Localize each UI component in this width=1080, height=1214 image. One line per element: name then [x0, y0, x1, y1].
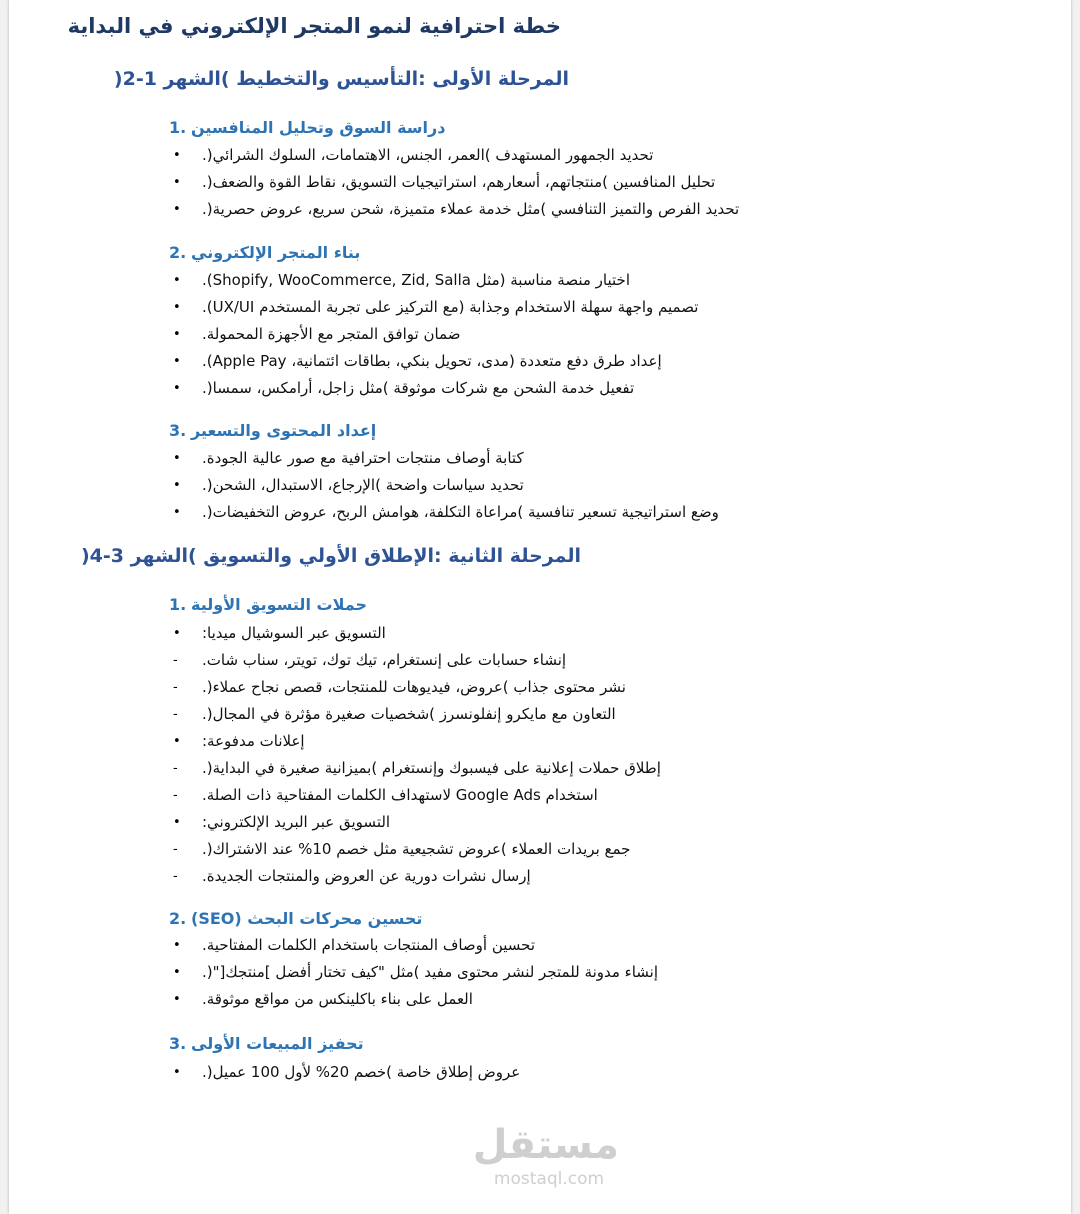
bullet-icon: • [173, 381, 181, 396]
list-item: - التعاون مع مايكرو إنفلونسرز )شخصيات صغيرة مؤثرة في المجال(. [169, 701, 789, 728]
bullet-icon: • [173, 938, 181, 953]
section-title: دراسة السوق وتحليل المنافسين [191, 118, 446, 137]
list-item: • إعداد طرق دفع متعددة (مدى، تحويل بنكي، بطاقات ائتمانية، Apple Pay). [169, 348, 789, 375]
content-pricing-list [169, 445, 789, 526]
section-number: 1. [169, 118, 187, 137]
list-item: • تفعيل خدمة الشحن مع شركات موثوقة )مثل زاجل، أرامكس، سمسا(. [169, 375, 789, 402]
list-item: • العمل على بناء باكلينكس من مواقع موثوقة. [169, 986, 789, 1013]
marketing-campaigns-list [169, 620, 789, 890]
watermark-logo-text: مستقل [472, 1122, 619, 1168]
list-item: - جمع بريدات العملاء )عروض تشجيعية مثل خصم 10% عند الاشتراك(. [169, 836, 789, 863]
list-item: • تصميم واجهة سهلة الاستخدام وجذابة (مع التركيز على تجربة المستخدم UX/UI). [169, 294, 789, 321]
list-item: - إطلاق حملات إعلانية على فيسبوك وإنستغرام )بميزانية صغيرة في البداية(. [169, 755, 789, 782]
list-item: • كتابة أوصاف منتجات احترافية مع صور عالية الجودة. [169, 445, 789, 472]
section-number: 2. [169, 243, 187, 262]
section-title: بناء المتجر الإلكتروني [191, 243, 361, 262]
document-page [9, 0, 1071, 1214]
list-item: • تحسين أوصاف المنتجات باستخدام الكلمات المفتاحية. [169, 932, 789, 959]
bullet-icon: • [173, 505, 181, 520]
list-item: - إرسال نشرات دورية عن العروض والمنتجات الجديدة. [169, 863, 789, 890]
list-item: • تحديد الجمهور المستهدف )العمر، الجنس، الاهتمامات، السلوك الشرائي(. [169, 142, 789, 169]
section-title: إعداد المحتوى والتسعير [191, 421, 377, 440]
bullet-icon: • [173, 626, 181, 641]
section-number: 1. [169, 595, 187, 614]
section-title: تحفيز المبيعات الأولى [191, 1034, 364, 1053]
list-item: • تحليل المنافسين )منتجاتهم، أسعارهم، استراتيجيات التسويق، نقاط القوة والضعف(. [169, 169, 789, 196]
bullet-icon: • [173, 965, 181, 980]
list-item: - استخدام Google Ads لاستهداف الكلمات المفتاحية ذات الصلة. [169, 782, 789, 809]
list-item: • وضع استراتيجية تسعير تنافسية )مراعاة التكلفة، هوامش الربح، عروض التخفيضات(. [169, 499, 789, 526]
bullet-icon: • [173, 175, 181, 190]
section-number: 3. [169, 1034, 187, 1053]
build-store-list [169, 267, 789, 402]
watermark-url: mostaql.com [493, 1169, 605, 1189]
market-study-list [169, 142, 789, 223]
list-item: • تحديد الفرص والتميز التنافسي )مثل خدمة عملاء متميزة، شحن سريع، عروض حصرية(. [169, 196, 789, 223]
section-number: 2. [169, 909, 187, 928]
phase-1-heading: المرحلة الأولى :التأسيس والتخطيط )الشهر 1-2( [113, 68, 569, 90]
list-item: • إنشاء مدونة للمتجر لنشر محتوى مفيد )مثل "كيف تختار أفضل ]منتجك["(. [169, 959, 789, 986]
list-item: • التسويق عبر البريد الإلكتروني: [169, 809, 789, 836]
list-item: • عروض إطلاق خاصة )خصم 20% لأول 100 عميل(. [169, 1059, 789, 1086]
section-title: حملات التسويق الأولية [191, 595, 367, 614]
dash-icon: - [173, 761, 178, 776]
section-number: 3. [169, 421, 187, 440]
bullet-icon: • [173, 148, 181, 163]
dash-icon: - [173, 680, 178, 695]
dash-icon: - [173, 653, 178, 668]
bullet-icon: • [173, 478, 181, 493]
dash-icon: - [173, 707, 178, 722]
bullet-icon: • [173, 734, 181, 749]
list-item: • إعلانات مدفوعة: [169, 728, 789, 755]
list-item: • اختيار منصة مناسبة (مثل Shopify, WooCommerce, Zid, Salla). [169, 267, 789, 294]
dash-icon: - [173, 788, 178, 803]
first-sales-list [169, 1059, 789, 1086]
bullet-icon: • [173, 1065, 181, 1080]
list-item: • ضمان توافق المتجر مع الأجهزة المحمولة. [169, 321, 789, 348]
seo-list [169, 932, 789, 1013]
list-item: - إنشاء حسابات على إنستغرام، تيك توك، تويتر، سناب شات. [169, 647, 789, 674]
bullet-icon: • [173, 202, 181, 217]
bullet-icon: • [173, 327, 181, 342]
phase-2-heading: المرحلة الثانية :الإطلاق الأولي والتسويق )الشهر 3-4( [80, 545, 581, 567]
bullet-icon: • [173, 300, 181, 315]
mostaql-watermark [472, 1120, 619, 1189]
bullet-icon: • [173, 992, 181, 1007]
bullet-icon: • [173, 273, 181, 288]
dash-icon: - [173, 869, 178, 884]
section-title: تحسين محركات البحث (SEO) [191, 909, 423, 928]
list-item: • التسويق عبر السوشيال ميديا: [169, 620, 789, 647]
document-title: خطة احترافية لنمو المتجر الإلكتروني في البداية [67, 14, 561, 38]
bullet-icon: • [173, 451, 181, 466]
list-item: - نشر محتوى جذاب )عروض، فيديوهات للمنتجات، قصص نجاح عملاء(. [169, 674, 789, 701]
dash-icon: - [173, 842, 178, 857]
list-item: • تحديد سياسات واضحة )الإرجاع، الاستبدال، الشحن(. [169, 472, 789, 499]
bullet-icon: • [173, 815, 181, 830]
bullet-icon: • [173, 354, 181, 369]
